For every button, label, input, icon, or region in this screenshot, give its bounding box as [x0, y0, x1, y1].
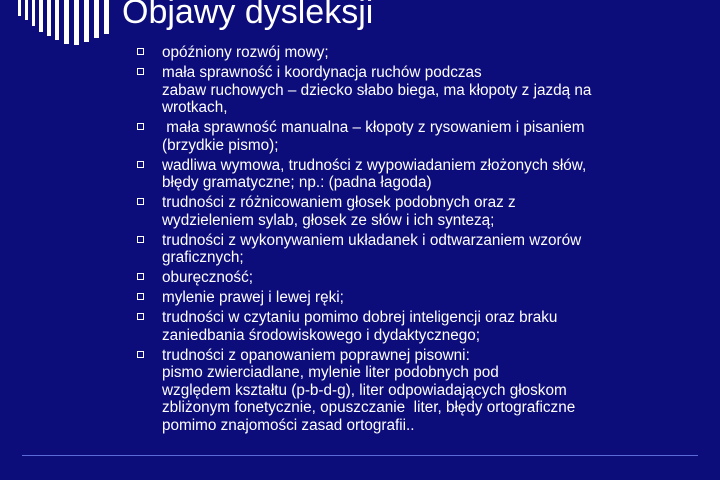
bullet-text-line: mała sprawność i koordynacja ruchów podczas	[162, 64, 482, 81]
bullet-item	[136, 194, 696, 229]
square-bullet-icon	[137, 313, 144, 320]
bullet-text-line: trudności z opanowaniem poprawnej pisowni:	[162, 346, 470, 364]
bullet-item	[136, 232, 696, 267]
bullet-text-line: błędy gramatyczne; np.: (padna łagoda)	[162, 174, 432, 191]
bullet-list	[136, 44, 696, 437]
bullet-item	[136, 157, 696, 192]
square-bullet-icon	[137, 198, 144, 205]
bullet-text-line: względem kształtu (p-b-d-g), liter odpowiadających głoskom	[162, 381, 567, 399]
square-bullet-icon	[137, 236, 144, 243]
square-bullet-icon	[137, 351, 144, 358]
bullet-text-line: graficznych;	[162, 249, 244, 266]
bullet-text-line: zabaw ruchowych – dziecko słabo biega, ma kłopoty z jazdą na	[162, 81, 592, 99]
bullet-text-line: wadliwa wymowa, trudności z wypowiadaniem złożonych słów,	[162, 156, 587, 174]
square-bullet-icon	[137, 273, 144, 280]
bullet-item	[136, 269, 696, 287]
square-bullet-icon	[137, 68, 144, 75]
bullet-text-line: pismo zwierciadlane, mylenie liter podobnych pod	[162, 364, 499, 381]
bullet-text-line: trudności z wykonywaniem układanek i odtwarzaniem wzorów	[162, 231, 582, 249]
bullet-text-line: (brzydkie pismo);	[162, 136, 279, 154]
decorative-bars	[0, 0, 130, 48]
bullet-text-line: wrotkach,	[162, 99, 228, 116]
bullet-text-line: zbliżonym fonetycznie, opuszczanie liter, błędy ortograficzne	[162, 399, 576, 416]
bullet-text-line: zaniedbania środowiskowego i dydaktycznego;	[162, 326, 481, 344]
bullet-text-line: pomimo znajomości zasad ortografii..	[162, 416, 415, 434]
bullet-item	[136, 309, 696, 344]
square-bullet-icon	[137, 293, 144, 300]
bullet-item	[136, 44, 696, 62]
bullet-text-line: wydzieleniem sylab, głosek ze słów i ich syntezą;	[162, 211, 495, 229]
bullet-item	[136, 289, 696, 307]
square-bullet-icon	[137, 123, 144, 130]
bullet-item	[136, 64, 696, 117]
bullet-text-line: opóźniony rozwój mowy;	[162, 44, 329, 61]
bullet-text-line: trudności z różnicowaniem głosek podobnych oraz z	[162, 194, 516, 211]
bullet-item	[136, 119, 696, 154]
footer-divider	[22, 455, 698, 456]
bullet-text-line: mała sprawność manualna – kłopoty z rysowaniem i pisaniem	[162, 119, 585, 136]
bullet-item	[136, 347, 696, 435]
square-bullet-icon	[137, 161, 144, 168]
square-bullet-icon	[137, 48, 144, 55]
bullet-text-line: mylenie prawej i lewej ręki;	[162, 289, 344, 306]
bullet-text-line: oburęczność;	[162, 269, 253, 286]
bullet-text-line: trudności w czytaniu pomimo dobrej inteligencji oraz braku	[162, 309, 558, 326]
slide-title: Objawy dysleksji	[122, 0, 374, 31]
